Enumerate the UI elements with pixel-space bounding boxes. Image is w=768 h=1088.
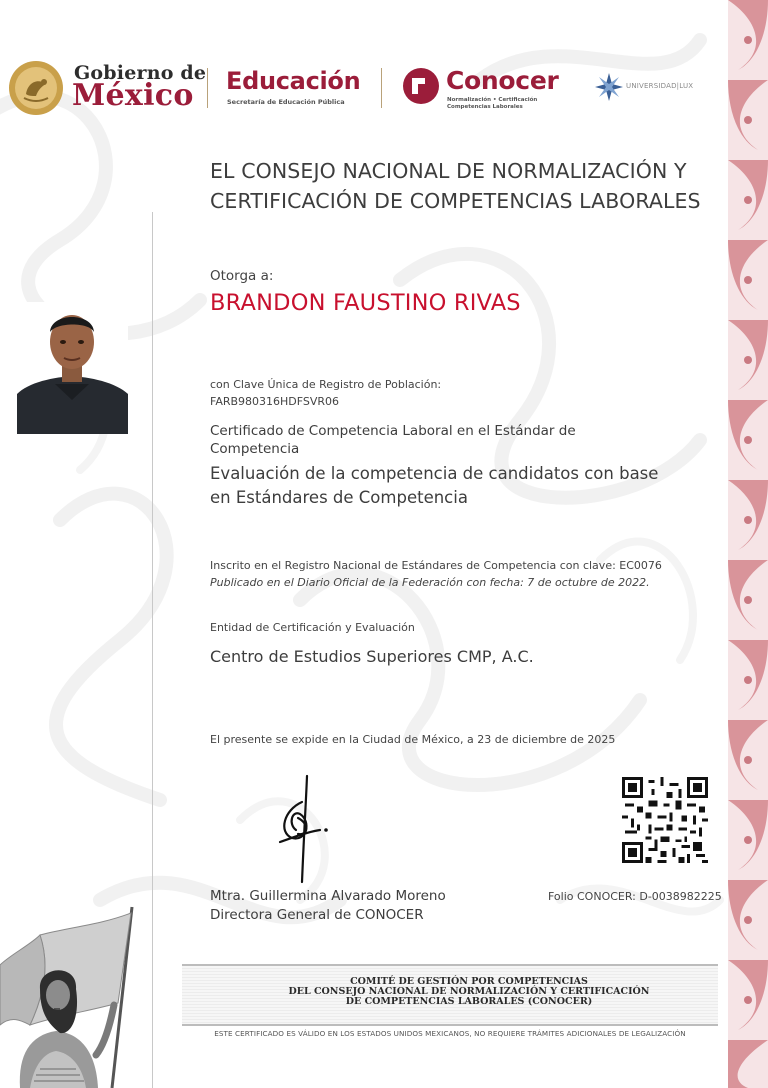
recipient-photo: [17, 302, 128, 434]
otorga-label: Otorga a:: [210, 268, 274, 284]
conocer-logo-icon: [402, 67, 440, 105]
committee-line2: DEL CONSEJO NACIONAL DE NORMALIZACIÓN Y CERTIFICACIÓN: [288, 986, 650, 997]
certificate-title: EL CONSEJO NACIONAL DE NORMALIZACIÓN Y CERTIFICACIÓN DE COMPETENCIAS LABORALES: [210, 159, 701, 213]
validity-text: ESTE CERTIFICADO ES VÁLIDO EN LOS ESTADOS UNIDOS MEXICANOS, NO REQUIERE TRÁMITES ADICIONALES DE LEGALIZACIÓN: [214, 1029, 686, 1038]
signer-role: Directora General de CONOCER: [210, 907, 424, 923]
standard-name: Evaluación de la competencia de candidatos con base en Estándares de Competencia: [210, 464, 659, 507]
gobierno-line1: Gobierno de: [74, 62, 207, 84]
heroine-flag-illustration: [0, 905, 142, 1088]
conocer-subtitle: Normalización • Certificación Competencias Laborales: [447, 97, 538, 110]
committee-line1: COMITÉ DE GESTIÓN POR COMPETENCIAS: [350, 976, 588, 987]
gobierno-line2: México: [72, 78, 194, 113]
universidad-lux-star-icon: [594, 72, 624, 102]
curp-label: con Clave Única de Registro de Población:: [210, 378, 442, 391]
educacion-subtitle: Secretaría de Educación Pública: [227, 98, 345, 106]
committee-line3: DE COMPETENCIAS LABORALES (CONOCER): [345, 996, 593, 1007]
band-bottom-rule: [182, 1024, 718, 1026]
band-top-rule: [182, 964, 718, 966]
national-seal-icon: [8, 60, 64, 116]
qr-code-icon: [622, 777, 708, 863]
header-divider: [381, 68, 382, 108]
universidad-lux-text: UNIVERSIDAD|LUX: [626, 82, 694, 90]
entity-label: Entidad de Certificación y Evaluación: [210, 621, 415, 634]
committee-text: [182, 977, 756, 1007]
entity-name: Centro de Estudios Superiores CMP, A.C.: [210, 647, 534, 666]
publication-text: Publicado en el Diario Oficial de la Federación con fecha: 7 de octubre de 2022.: [210, 576, 650, 589]
issue-text: El presente se expide en la Ciudad de México, a 23 de diciembre de 2025: [210, 733, 616, 746]
certificate-type: Certificado de Competencia Laboral en el Estándar de Competencia: [210, 423, 576, 457]
folio-number: Folio CONOCER: D-0038982225: [548, 890, 722, 903]
curp-value: FARB980316HDFSVR06: [210, 395, 340, 408]
signature: [262, 772, 342, 890]
decorative-border: [728, 0, 768, 1088]
left-rule: [152, 212, 153, 1088]
recipient-name: BRANDON FAUSTINO RIVAS: [210, 290, 521, 316]
header-divider: [207, 68, 208, 108]
educacion-title: Educación: [226, 67, 361, 95]
signer-name: Mtra. Guillermina Alvarado Moreno: [210, 888, 446, 904]
conocer-title: Conocer: [446, 66, 559, 95]
registry-text: Inscrito en el Registro Nacional de Estándares de Competencia con clave: EC0076: [210, 559, 662, 572]
